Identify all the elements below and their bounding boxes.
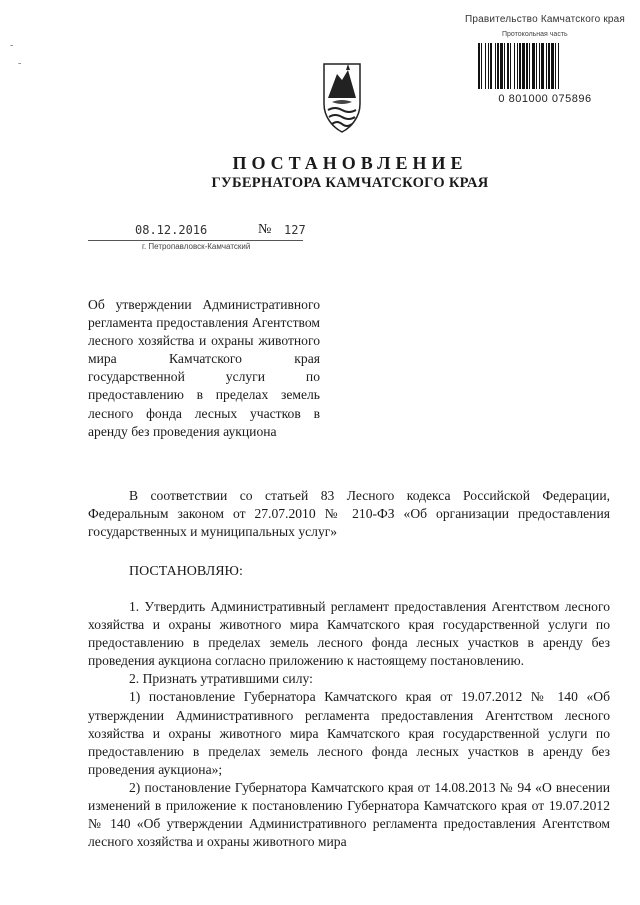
date-underline (88, 240, 303, 241)
barcode-bar (551, 43, 554, 89)
barcode-bar (510, 43, 511, 89)
barcode-bar (481, 43, 482, 89)
stamp-note: Протокольная часть (502, 31, 568, 38)
preamble-paragraph: В соответствии со статьей 83 Лесного кодекса Российской Федерации, Федеральным законом от 27.07.2010 № 210-ФЗ «Об организации предоставления государственных и муниципальных услуг» (88, 488, 610, 540)
barcode-bar (497, 43, 499, 89)
barcode-bar (507, 43, 509, 89)
resolution-items (88, 598, 610, 851)
scan-mark: ‐ (18, 58, 22, 69)
barcode-bar (546, 43, 547, 89)
coat-of-arms-icon (322, 58, 362, 134)
barcode-bar (495, 43, 496, 89)
resolve-heading: ПОСТАНОВЛЯЮ: (129, 564, 243, 579)
barcode-bar (529, 43, 530, 89)
barcode-bar (504, 43, 505, 89)
barcode-bar (514, 43, 515, 89)
resolution-item: 2. Признать утратившими силу: (129, 671, 313, 687)
barcode-bar (526, 43, 528, 89)
barcode-block (460, 31, 630, 105)
barcode-bar (548, 43, 550, 89)
stamp-organization: Правительство Камчатского края (464, 14, 626, 25)
document-date: 08.12.2016 (135, 223, 208, 237)
resolution-item: 1. Утвердить Административный регламент предоставления Агентством лесного хозяйства и охраны животного мира Камчатского края государственной услуги по предоставлению в пределах земель лесного фонда лесных участков в аренду без проведения аукциона согласно приложению к настоящему постановлению. (88, 599, 610, 669)
barcode-number: 0 801000 075896 (498, 93, 592, 105)
barcode-bar (558, 43, 559, 89)
document-place: г. Петропавловск-Камчатский (142, 242, 251, 251)
barcode-bar (500, 43, 503, 89)
barcode-bar (555, 43, 556, 89)
document-type-title: ПОСТАНОВЛЕНИЕ (232, 153, 468, 173)
document-subject: Об утверждении Административного регламента предоставления Агентством лесного хозяйства и охраны животного мира Камчатского края государственной услуги по предоставлению в пределах земель лесного фонда лесных участков в аренду без проведения аукциона (88, 297, 320, 439)
number-label: № (258, 222, 272, 237)
barcode-bar (478, 43, 480, 89)
resolution-item: 1) постановление Губернатора Камчатского края от 19.07.2012 № 140 «Об утверждении Административного регламента предоставления Агентством лесного хозяйства и охраны животного мира Камчатского края государственной услуги по предоставлению в пределах земель лесного фонда лесных участков в аренду без проведения аукциона»; (88, 689, 610, 777)
barcode-bar (522, 43, 525, 89)
barcode-bar (517, 43, 518, 89)
barcode-bar (536, 43, 537, 89)
barcode-bar (490, 43, 492, 89)
barcode-image (478, 43, 610, 89)
barcode-bar (488, 43, 489, 89)
barcode-bar (539, 43, 540, 89)
scan-mark: ‐ (10, 40, 14, 51)
barcode-bar (541, 43, 544, 89)
barcode-bar (519, 43, 521, 89)
barcode-bar (485, 43, 486, 89)
barcode-bar (532, 43, 535, 89)
document-number: 127 (284, 223, 306, 237)
issuer-title: ГУБЕРНАТОРА КАМЧАТСКОГО КРАЯ (211, 175, 489, 191)
resolution-item: 2) постановление Губернатора Камчатского края от 14.08.2013 № 94 «О внесении изменений в приложение к постановлению Губернатора Камчатского края от 19.07.2012 № 140 «Об утверждении Административного регламента предоставления Агентством лесного хозяйства и охраны животного мира (88, 779, 610, 850)
registration-stamp (460, 14, 630, 105)
